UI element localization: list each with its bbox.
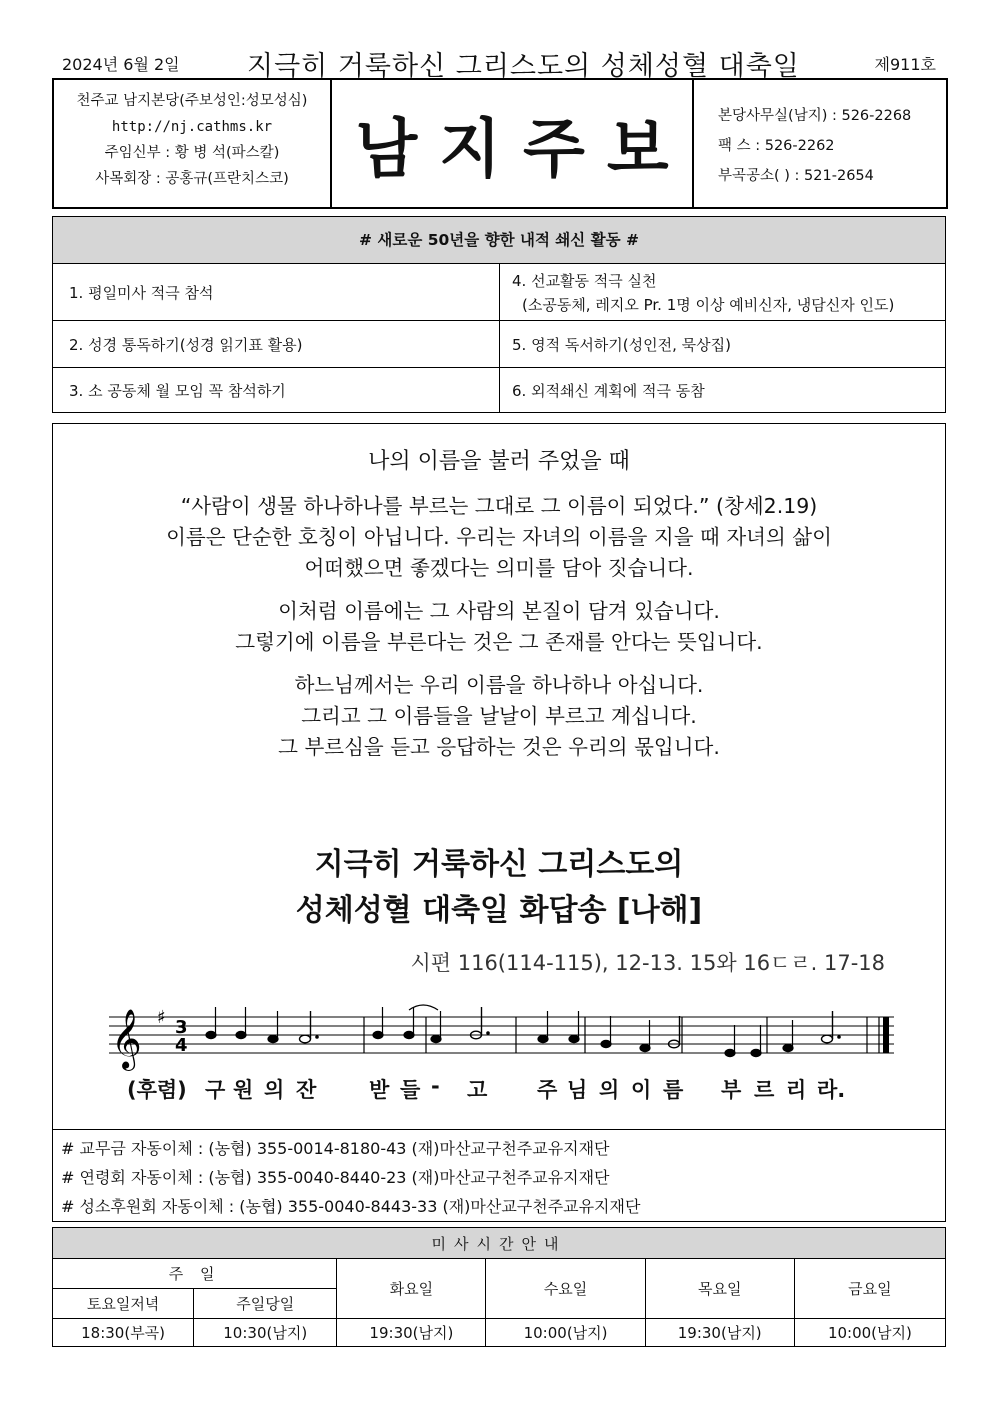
- main-content-box: [52, 423, 946, 1130]
- mission-phone: 부곡공소( ) : 521-2654: [718, 168, 874, 184]
- refrain-label: (후렴): [127, 1078, 187, 1102]
- lyric-syllable: 리: [786, 1078, 807, 1102]
- bank-line: # 성소후원회 자동이체 : (농협) 355-0040-8443-33 (재)마산교구천주교유지재단: [61, 1197, 641, 1216]
- sunday-day-header: 주일당일: [194, 1289, 337, 1319]
- reflection-paragraph: 이처럼 이름에는 그 사람의 본질이 담겨 있습니다. 그렇기에 이름을 부른다는 것은 그 존재를 안다는 뜻입니다.: [235, 599, 763, 654]
- reflection-paragraph: 하느님께서는 우리 이름을 하나하나 아십니다. 그리고 그 이름들을 날날이 부르고 계십니다. 그 부르심을 듣고 응답하는 것은 우리의 몫입니다.: [278, 673, 720, 759]
- renewal-item: 1. 평일미사 적극 참석: [69, 283, 214, 302]
- reflection-title: 나의 이름을 불러 주었을 때: [368, 449, 630, 474]
- mass-time: 19:30(남지): [337, 1319, 486, 1347]
- lyric-syllable: 들: [400, 1078, 421, 1102]
- renewal-row: [53, 321, 945, 368]
- renewal-item: 6. 외적쇄신 계획에 적극 동참: [499, 368, 945, 412]
- treble-clef-icon: 𝄞: [111, 1009, 142, 1069]
- fax-number: 팩 스 : 526-2262: [718, 138, 835, 154]
- lyric-syllable: 름: [663, 1078, 684, 1102]
- feast-title: 지극히 거룩하신 그리스도의 성체성혈 대축일: [247, 51, 800, 82]
- lyric-syllable: 잔: [296, 1078, 317, 1102]
- lyric-syllable: -: [431, 1074, 440, 1098]
- saturday-evening-header: 토요일저녁: [53, 1289, 194, 1319]
- issue-date: 2024년 6월 2일: [62, 55, 180, 74]
- tuesday-header: 화요일: [337, 1259, 486, 1319]
- council-president: 사목회장 : 공홍규(프란치스코): [95, 171, 289, 187]
- renewal-row: [53, 368, 945, 412]
- office-phone: 본당사무실(남지) : 526-2268: [718, 108, 912, 124]
- reflection: [53, 446, 945, 775]
- renewal-item: 5. 영적 독서하기(성인전, 묵상집): [499, 321, 945, 367]
- renewal-section: [52, 216, 946, 413]
- friday-header: 금요일: [794, 1259, 945, 1319]
- mass-schedule-heading: 미사시간안내: [53, 1228, 946, 1259]
- bulletin-title-box: [332, 80, 694, 207]
- top-bar: [52, 44, 946, 80]
- mass-time: 18:30(부곡): [53, 1319, 194, 1347]
- lyric-syllable: 부: [721, 1078, 742, 1102]
- mass-schedule: [52, 1227, 946, 1347]
- bank-line: # 연령회 자동이체 : (농협) 355-0040-8440-23 (재)마산교구천주교유지재단: [61, 1168, 610, 1187]
- mass-schedule-table: [52, 1227, 946, 1347]
- lyric-syllable: 이: [631, 1078, 652, 1102]
- lyric-syllable: 르: [754, 1078, 775, 1102]
- psalm-title: 지극히 거룩하신 그리스도의 성체성혈 대축일 화답송 [나해]: [295, 847, 703, 928]
- mass-time: 10:00(남지): [794, 1319, 945, 1347]
- bank-transfer-info: [52, 1129, 946, 1222]
- lyric-syllable: 의: [599, 1078, 620, 1102]
- notes: [206, 1007, 793, 1057]
- parish-info: [54, 80, 332, 207]
- pastor: 주임신부 : 황 병 석(파스칼): [104, 145, 280, 161]
- psalm-reference: 시편 116(114-115), 12-13. 15와 16ㄷㄹ. 17-18: [410, 951, 885, 975]
- bulletin-title: 남지주보: [355, 111, 691, 187]
- lyric-syllable: 구: [205, 1078, 226, 1102]
- parish-url[interactable]: http://nj.cathms.kr: [111, 119, 273, 135]
- renewal-row: [53, 264, 945, 321]
- lyric-syllable: 고: [467, 1078, 488, 1102]
- mass-time: 10:00(남지): [486, 1319, 645, 1347]
- lyric-syllable: 받: [369, 1078, 390, 1102]
- renewal-item: 3. 소 공동체 월 모임 꼭 참석하기: [69, 381, 286, 400]
- parish-name: 천주교 남지본당(주보성인:성모성심): [76, 93, 308, 109]
- music-staff: [109, 1002, 899, 1072]
- wednesday-header: 수요일: [486, 1259, 645, 1319]
- bank-line: # 교무금 자동이체 : (농협) 355-0014-8180-43 (재)마산교구천주교유지재단: [61, 1139, 610, 1158]
- lyric-syllable: 의: [264, 1078, 285, 1102]
- reflection-paragraph: “사람이 생물 하나하나를 부르는 그대로 그 이름이 되었다.” (창세2.19) 이름은 단순한 호칭이 아닙니다. 우리는 자녀의 이름을 지을 때 자녀의 삶이 어떠했으면 좋겠다는 의미를 담아 짓습니다.: [166, 494, 832, 580]
- mass-time: 19:30(남지): [645, 1319, 794, 1347]
- renewal-item: 2. 성경 통독하기(성경 읽기표 활용): [69, 335, 303, 354]
- lyric-syllable: 님: [567, 1078, 588, 1102]
- sharp-icon: ♯: [157, 1007, 166, 1028]
- contact-info: [694, 80, 946, 207]
- lyric-syllable: 라.: [817, 1078, 846, 1102]
- lyric-syllable: 주: [537, 1078, 558, 1102]
- sunday-header: 주 일: [53, 1259, 337, 1289]
- issue-number: 제911호: [874, 55, 936, 74]
- time-signature-top: 3: [175, 1017, 188, 1038]
- masthead: [52, 78, 948, 209]
- lyric-syllable: 원: [233, 1078, 254, 1102]
- time-signature-bottom: 4: [175, 1035, 188, 1056]
- mass-time: 10:30(남지): [194, 1319, 337, 1347]
- renewal-item: 4. 선교활동 적극 실천 (소공동체, 레지오 Pr. 1명 이상 예비신자, 냉담신자 인도): [499, 264, 945, 320]
- thursday-header: 목요일: [645, 1259, 794, 1319]
- renewal-heading: # 새로운 50년을 향한 내적 쇄신 활동 #: [53, 217, 945, 264]
